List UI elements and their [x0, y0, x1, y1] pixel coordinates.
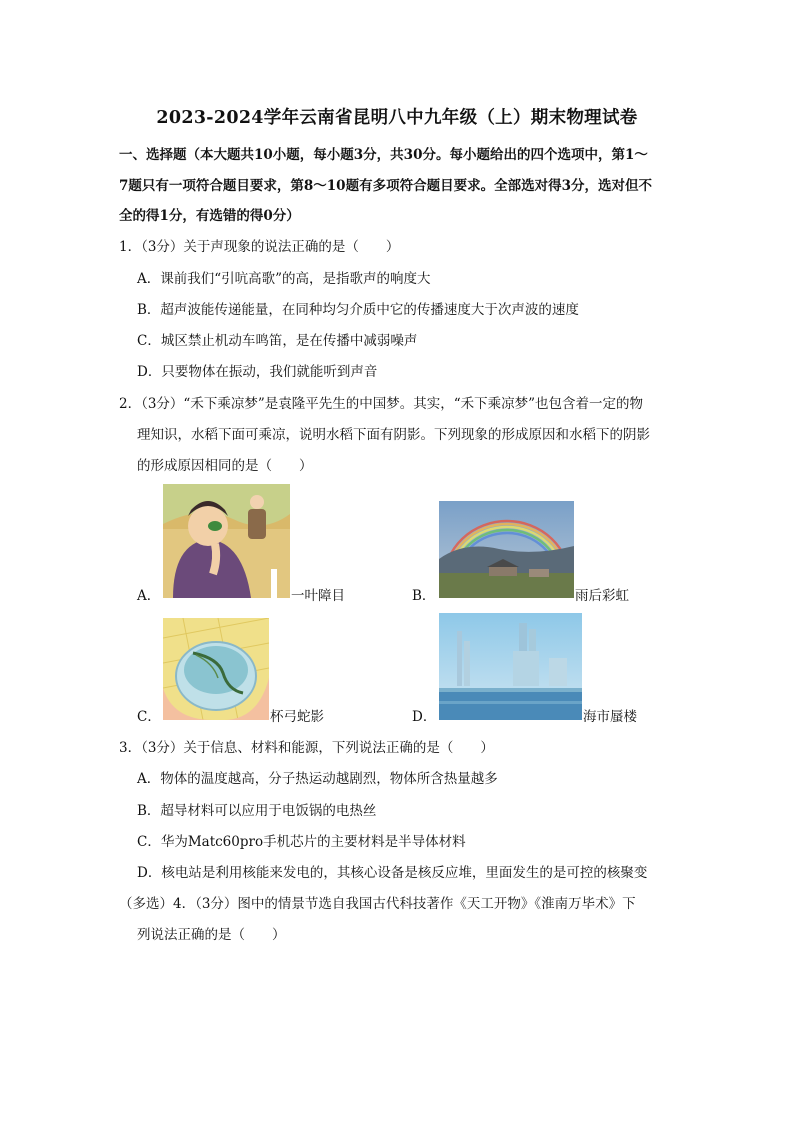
page-title: 2023-2024学年云南省昆明八中九年级（上）期末物理试卷	[156, 108, 638, 128]
option-a-illustration	[163, 484, 290, 598]
question-2-stem: 理知识，水稻下面可乘凉，说明水稻下面有阴影。下列现象的形成原因和水稻下的阴影	[137, 427, 650, 443]
question-2-option-a-caption: 一叶障目	[291, 588, 345, 604]
question-2-stem: 2．（3分）“禾下乘凉梦”是袁隆平先生的中国梦。其实，“禾下乘凉梦”也包含着一定的物	[119, 396, 644, 412]
question-2-option-b-caption: 雨后彩虹	[575, 588, 629, 604]
question-2-option-b-letter: B．	[412, 588, 436, 604]
question-1-option-d: D．只要物体在振动，我们就能听到声音	[137, 364, 378, 380]
question-2-option-d-caption: 海市蜃楼	[583, 709, 637, 725]
question-2-option-a-letter: A．	[137, 588, 161, 604]
question-2-option-c-caption: 杯弓蛇影	[270, 709, 324, 725]
question-4-stem: （多选）4．（3分）图中的情景节选自我国古代科技著作《天工开物》《淮南万毕术》下	[119, 896, 636, 912]
question-1-option-b: B．超声波能传递能量，在同种均匀介质中它的传播速度大于次声波的速度	[137, 302, 579, 318]
question-3-stem: 3．（3分）关于信息、材料和能源，下列说法正确的是（ ）	[119, 740, 494, 756]
question-1-option-a: A．课前我们“引吭高歌”的高，是指歌声的响度大	[137, 271, 431, 287]
question-3-option-a: A．物体的温度越高，分子热运动越剧烈，物体所含热量越多	[137, 771, 498, 787]
section-heading-line: 全的得1分，有选错的得0分）	[119, 208, 300, 224]
option-d-mirage-photo	[439, 613, 582, 720]
question-3-option-b: B．超导材料可以应用于电饭锅的电热丝	[137, 803, 377, 819]
question-2-option-d-letter: D．	[412, 709, 437, 725]
question-3-option-d: D．核电站是利用核能来发电的，其核心设备是核反应堆，里面发生的是可控的核聚变	[137, 865, 648, 881]
question-1-stem: 1．（3分）关于声现象的说法正确的是（ ）	[119, 239, 400, 255]
option-b-rainbow-photo	[439, 501, 574, 598]
question-1-option-c: C．城区禁止机动车鸣笛，是在传播中减弱噪声	[137, 333, 418, 349]
option-c-cup-illustration	[163, 618, 269, 720]
question-3-option-c: C．华为Matc60pro手机芯片的主要材料是半导体材料	[137, 834, 466, 850]
question-4-stem: 列说法正确的是（ ）	[137, 927, 286, 943]
question-2-option-c-letter: C．	[137, 709, 161, 725]
section-heading-line: 7题只有一项符合题目要求，第8～10题有多项符合题目要求。全部选对得3分，选对但不	[119, 178, 652, 194]
question-2-stem: 的形成原因相同的是（ ）	[137, 458, 313, 474]
section-heading-line: 一、选择题（本大题共10小题，每小题3分，共30分。每小题给出的四个选项中，第1～	[119, 147, 648, 163]
